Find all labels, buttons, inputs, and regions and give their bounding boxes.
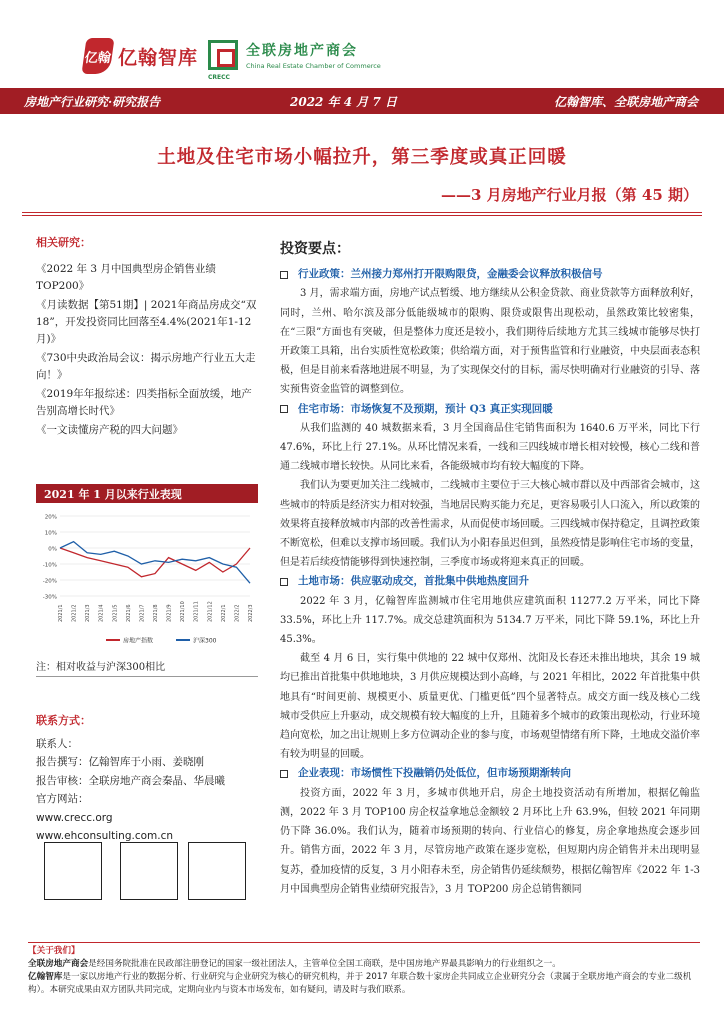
title-divider-thin [22, 215, 702, 216]
yihan-logo-text: 亿翰智库 [118, 46, 199, 69]
section-housing-p2: 我们认为要更加关注二线城市，二线城市主要位于三大核心城市群以及中西部省会城市，这些城市的特质是经济实力相对较强，当地居民购买能力充足，更容易吸引人口流入，所以政策的效果将直接释放城市内部的改善性需求，从而促使市场回暖。三四线城市保持稳定，且调控政策不断宽松，但难以支撑市场回暖。我们认为小阳春虽迟但到，虽然疫情是影响住宅市场的变量，但是若后续疫情能够得到快速控制，三季度市场或将迎来真正的回暖。 [280, 480, 700, 569]
section-land-p1: 2022 年 3 月，亿翰智库监测城市住宅用地供应建筑面积 11277.2 万平米，同比下降 33.5%，环比上升 117.7%。成交总建筑面积为 5134.7 万平米，同比下降 59.1%，环比上升 45.3%。 [280, 595, 700, 646]
y-tick-label: 0% [48, 546, 57, 553]
related-item[interactable]: 《2022 年 3 月中国典型房企销售业绩TOP200》 [36, 263, 216, 292]
section-land-title: 土地市场：供应驱动成交，首批集中供地热度回升 [280, 572, 700, 591]
section-enterprise-p1: 投资方面，2022 年 3 月，多城市供地开启，房企土地投资活动有所增加，根据亿翰监测，2022 年 3 月 TOP100 房企权益拿地总金额较 2 月环比上升 63.9%，但较 2021 年同期仍下降 36.0%。我们认为，随着市场预期的转向、行业信心的修复，房企拿地热度会逐步回升。销售方面，2022 年 3 月，尽管房地产政策在逐步宽松，但短期内房企销售并未出现明显复苏，叠加疫情的反复，3 月小阳春未至，房企销售仍延续颓势，根据亿翰智库《2022 年 1-3 月中国典型房企销售业绩研究报告》，3 月 TOP200 房企总销售额同 [280, 787, 700, 895]
note-divider [36, 676, 258, 677]
band-category: 房地产行业研究·研究报告 [24, 95, 161, 109]
qr-code[interactable] [120, 842, 178, 900]
band-date: 2022 年 4 月 7 日 [290, 95, 397, 109]
section-land-p2: 截至 4 月 6 日，实行集中供地的 22 城中仅郑州、沈阳及长春还未推出地块，其余 19 城均已推出首批集中供地地块，3 月供应规模达到小高峰，与 2021 年相比，2022 年首批集中供地具有“时间更前、规模更小、质量更优、门槛更低”四个显著特点。成交方面一线及核心二线城市受供应上升驱动，成交规模有较大幅度的上升，且随着多个城市的政策出现松动，行业环境趋向宽松，加之出让规则上多方位调动企业的参与度，市场观望情绪有所下降，土地成交溢价率有较为明显的回暖。 [280, 653, 700, 761]
y-tick-label: 20% [44, 514, 57, 521]
section-housing-title: 住宅市场：市场恢复不及预期，预计 Q3 真正实现回暖 [280, 400, 700, 419]
contact-line: 报告撰写：亿翰智库于小雨、姜晓刚 [36, 756, 204, 768]
x-tick-label: 2021/5 [112, 604, 119, 622]
x-tick-label: 2022/1 [220, 604, 227, 622]
x-tick-label: 2021/7 [139, 604, 146, 622]
about-p1: 全联房地产商会是经国务院批准在民政部注册登记的国家一级社团法人，主管单位全国工商联，是中国房地产界最具影响力的行业组织之一。 [28, 959, 561, 969]
about-p2: 亿翰智库是一家以房地产行业的数据分析、行业研究与企业研究为核心的研究机构，并于 2017 年联合数十家房企共同成立企业研究分会（隶属于全联房地产商会的专业二级机构）。本研究成果由双方团队共同完成，定期向业内与资本市场发布，如有疑问，请及时与我们联系。 [28, 972, 692, 995]
legend-label: 沪深300 [193, 637, 217, 645]
contact-line: 报告审核：全联房地产商会秦晶、华晨曦 [36, 774, 225, 787]
x-tick-label: 2022/3 [248, 604, 254, 622]
x-tick-label: 2022/2 [234, 604, 241, 622]
chart-note: 注：相对收益与沪深300相比 [36, 662, 166, 673]
section-enterprise-title: 企业表现：市场惯性下投融销仍处低位，但市场预期渐转向 [280, 764, 700, 783]
related-item[interactable]: 《一文读懂房产税的四大问题》 [36, 424, 183, 436]
qr-code[interactable] [188, 842, 246, 900]
title-divider [22, 212, 702, 213]
about-heading: 【关于我们】 [28, 946, 80, 956]
y-tick-label: 10% [44, 530, 57, 537]
checkbox-square-icon [280, 271, 288, 279]
performance-heading: 2021 年 1 月以来行业表现 [36, 484, 258, 503]
x-tick-label: 2021/11 [193, 601, 200, 622]
performance-chart [36, 510, 258, 650]
related-item[interactable]: 《2019年年报综述：四类指标全面放缓，地产告别高增长时代》 [36, 388, 252, 417]
header-band [0, 88, 724, 114]
yihan-logo-mark: 亿翰 [81, 38, 114, 74]
report-title: 土地及住宅市场小幅拉升，第三季度或真正回暖 [157, 147, 567, 168]
main-content [280, 240, 700, 899]
contact-line: 联系人： [36, 737, 78, 750]
x-tick-label: 2021/9 [166, 604, 173, 622]
crecc-logo-mark [208, 40, 238, 70]
related-research [36, 234, 258, 439]
contact-line: 官方网站： [36, 793, 89, 805]
section-housing-p1: 从我们监测的 40 城数据来看，3 月全国商品住宅销售面积为 1640.6 万平米，同比下行 47.6%，环比上行 27.1%。从环比情况来看，一线和三四线城市增长相对较慢，核心二线和普通二线城市增长较快。从同比来看，各能级城市均有较大幅度的下降。 [280, 422, 700, 473]
main-heading: 投资要点： [280, 241, 350, 257]
website-ehconsulting[interactable]: www.ehconsulting.com.cn [36, 830, 174, 842]
related-heading: 相关研究： [36, 236, 91, 249]
qr-code[interactable] [44, 842, 102, 900]
y-tick-label: -30% [42, 594, 57, 601]
x-tick-label: 2021/6 [125, 604, 132, 622]
section-policy-body: 3 月，需求端方面，房地产试点暂缓、地方继续从公积金贷款、商业贷款等方面释放利好，同时，兰州、哈尔滨及部分低能级城市的限购、限贷或限售出现松动，虽然政策比较密集，在“三限”方面也有突破，但是整体力度还是较小，我们期待后续地方尤其三线城市能够尽快打开政策工具箱，出台实质性宽松政策；供给端方面，对于预售监管和行业融资，中央层面表态积极，但是目前来看落地进展不明显，为了实现保交付的目标，需尽快明确对行业融资的引导、落实预售资金监管的调整到位。 [280, 288, 700, 396]
band-publisher: 亿翰智库、全联房地产商会 [553, 95, 698, 109]
x-tick-label: 2021/2 [71, 604, 78, 622]
section-policy-title: 行业政策：兰州接力郑州打开限购限贷，金融委会议释放积极信号 [280, 265, 700, 284]
legend-label: 房地产指数 [123, 637, 154, 645]
crecc-logo [208, 40, 381, 81]
checkbox-square-icon [280, 770, 288, 778]
related-item[interactable]: 《730中央政治局会议：揭示房地产行业五大走向！》 [36, 352, 256, 381]
x-tick-label: 2021/3 [85, 604, 92, 622]
contact-block [36, 712, 258, 846]
contact-heading: 联系方式： [36, 714, 91, 727]
y-tick-label: -20% [42, 578, 57, 585]
y-tick-label: -10% [42, 562, 57, 569]
report-subtitle: ——3 月房地产行业月报（第 45 期） [441, 186, 698, 204]
x-tick-label: 2021/1 [58, 604, 64, 622]
about-us-footer [28, 942, 700, 997]
crecc-logo-en: China Real Estate Chamber of Commerce [246, 62, 381, 70]
website-crecc[interactable]: www.crecc.org [36, 811, 113, 824]
checkbox-square-icon [280, 405, 288, 413]
checkbox-square-icon [280, 578, 288, 586]
x-tick-label: 2021/8 [153, 604, 159, 622]
yihan-logo [84, 38, 198, 74]
x-tick-label: 2021/4 [98, 604, 105, 622]
x-tick-label: 2021/10 [180, 601, 187, 622]
crecc-logo-cn: 全联房地产商会 [246, 43, 358, 59]
crecc-logo-abbr: CRECC [208, 74, 230, 81]
related-item[interactable]: 《月读数据【第51期】| 2021年商品房成交“双18”，开发投资同比回落至4.4%(2021年1-12月)》 [36, 299, 257, 345]
x-tick-label: 2021/12 [207, 601, 214, 622]
